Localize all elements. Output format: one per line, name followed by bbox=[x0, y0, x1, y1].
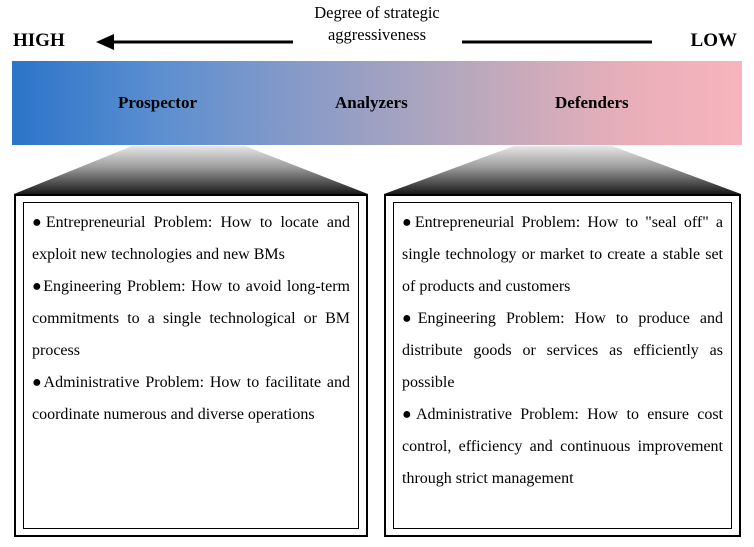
list-item: ●Entrepreneurial Problem: How to "seal off" a single technology or market to create a stable set of products and customers bbox=[402, 214, 723, 295]
bullet-icon: ● bbox=[32, 214, 46, 231]
prospector-box bbox=[14, 194, 368, 537]
bullet-icon: ● bbox=[402, 214, 415, 231]
list-item: ●Engineering Problem: How to produce and distribute goods or services as efficiently as possible bbox=[402, 310, 723, 391]
list-item: ●Engineering Problem: How to avoid long-term commitments to a single technological or BM process bbox=[32, 278, 350, 359]
funnel-left bbox=[14, 146, 368, 194]
axis-title: Degree of strategic aggressiveness bbox=[314, 3, 440, 44]
bullet-icon: ● bbox=[402, 310, 418, 327]
funnel-right bbox=[384, 146, 741, 194]
defenders-label: Defenders bbox=[555, 93, 629, 112]
bullet-icon: ● bbox=[402, 406, 416, 423]
list-item: ●Entrepreneurial Problem: How to locate and exploit new technologies and new BMs bbox=[32, 214, 350, 263]
defenders-inner-box bbox=[393, 202, 732, 529]
defenders-box bbox=[384, 194, 741, 537]
low-label: LOW bbox=[690, 30, 737, 51]
prospector-inner-box bbox=[23, 202, 359, 529]
prospector-problem-list bbox=[32, 207, 350, 431]
prospector-label: Prospector bbox=[118, 93, 197, 112]
list-item: ●Administrative Problem: How to facilitate and coordinate numerous and diverse operations bbox=[32, 374, 350, 423]
bullet-icon: ● bbox=[32, 278, 44, 295]
high-label: HIGH bbox=[13, 30, 65, 51]
bullet-icon: ● bbox=[32, 374, 44, 391]
analyzers-label: Analyzers bbox=[335, 93, 408, 112]
defenders-problem-list bbox=[402, 207, 723, 495]
list-item: ●Administrative Problem: How to ensure cost control, efficiency and continuous improvement through strict management bbox=[402, 406, 723, 487]
